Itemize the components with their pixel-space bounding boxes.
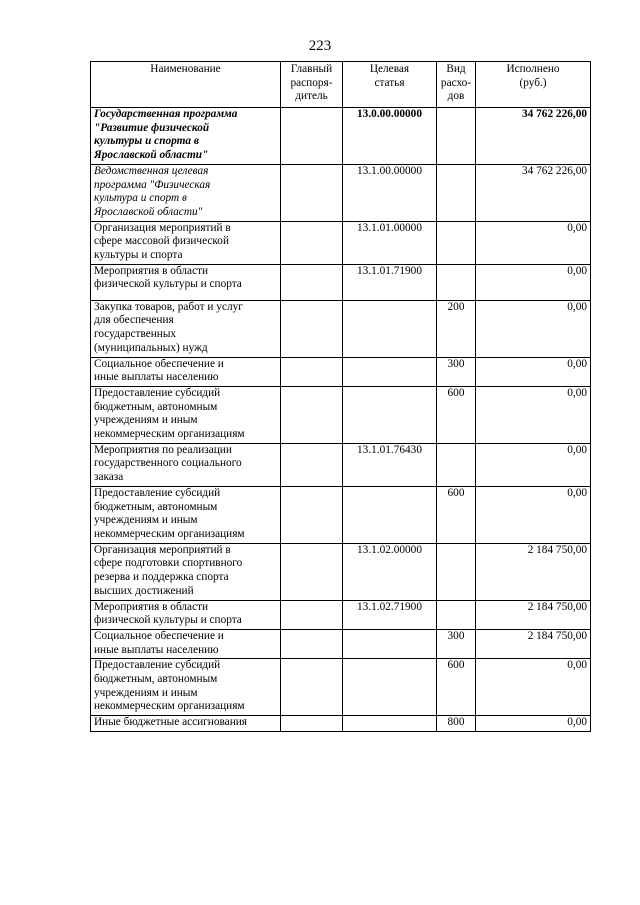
row-target [343,716,437,732]
row-name: Предоставление субсидий бюджетным, автономным учреждениям и иным некоммерческим организациям [91,386,281,443]
table-row [91,164,591,221]
row-target [343,659,437,716]
table-row [91,264,591,300]
row-expense-type: 200 [437,300,476,357]
table-row [91,716,591,732]
row-administrator [281,629,343,658]
row-name: Предоставление субсидий бюджетным, автономным учреждениям и иным некоммерческим организациям [91,486,281,543]
row-executed: 2 184 750,00 [476,600,591,629]
row-target: 13.1.01.76430 [343,443,437,486]
header-target-article: Целевая статья [343,62,437,108]
row-administrator [281,659,343,716]
row-name: Предоставление субсидий бюджетным, автономным учреждениям и иным некоммерческим организациям [91,659,281,716]
row-administrator [281,543,343,600]
row-executed: 0,00 [476,659,591,716]
row-expense-type: 800 [437,716,476,732]
row-name: Закупка товаров, работ и услуг для обеспечения государственных (муниципальных) нужд [91,300,281,357]
row-administrator [281,486,343,543]
row-target [343,300,437,357]
row-administrator [281,600,343,629]
row-administrator [281,386,343,443]
row-name: Организация мероприятий в сфере подготовки спортивного резерва и поддержка спорта высших достижений [91,543,281,600]
row-expense-type: 300 [437,357,476,386]
table-row [91,543,591,600]
table-row [91,629,591,658]
row-target [343,357,437,386]
row-target [343,486,437,543]
row-administrator [281,300,343,357]
row-target: 13.0.00.00000 [343,108,437,165]
row-name: Мероприятия по реализации государственного социального заказа [91,443,281,486]
row-executed: 0,00 [476,443,591,486]
row-target [343,629,437,658]
row-executed: 0,00 [476,716,591,732]
table-row [91,386,591,443]
row-name: Мероприятия в области физической культуры и спорта [91,600,281,629]
row-expense-type: 600 [437,486,476,543]
row-target: 13.1.01.71900 [343,264,437,300]
row-target: 13.1.02.71900 [343,600,437,629]
table-row [91,486,591,543]
row-expense-type [437,164,476,221]
table-row [91,221,591,264]
header-executed: Исполнено (руб.) [476,62,591,108]
page-number: 223 [308,38,332,54]
row-expense-type [437,543,476,600]
table-row [91,300,591,357]
header-name: Наименование [91,62,281,108]
row-expense-type: 300 [437,629,476,658]
row-name: Мероприятия в области физической культуры и спорта [91,264,281,300]
row-target: 13.1.01.00000 [343,221,437,264]
row-name: Иные бюджетные ассигнования [91,716,281,732]
row-administrator [281,716,343,732]
table-row [91,108,591,165]
row-executed: 0,00 [476,357,591,386]
row-name: Социальное обеспечение и иные выплаты населению [91,357,281,386]
row-name: Государственная программа "Развитие физической культуры и спорта в Ярославской области" [91,108,281,165]
row-administrator [281,357,343,386]
row-executed: 34 762 226,00 [476,108,591,165]
row-target: 13.1.02.00000 [343,543,437,600]
table-row [91,443,591,486]
row-executed: 0,00 [476,386,591,443]
row-administrator [281,108,343,165]
table-header-row [91,62,591,108]
table-row [91,600,591,629]
row-name: Ведомственная целевая программа "Физическая культура и спорт в Ярославской области" [91,164,281,221]
header-administrator: Главный распоря- дитель [281,62,343,108]
table-row [91,659,591,716]
row-administrator [281,164,343,221]
row-target [343,386,437,443]
row-expense-type [437,108,476,165]
row-expense-type [437,443,476,486]
row-administrator [281,264,343,300]
row-expense-type [437,264,476,300]
row-target: 13.1.00.00000 [343,164,437,221]
row-name: Социальное обеспечение и иные выплаты населению [91,629,281,658]
row-executed: 0,00 [476,300,591,357]
budget-execution-table [90,61,591,732]
table-row [91,357,591,386]
row-executed: 2 184 750,00 [476,543,591,600]
row-executed: 0,00 [476,486,591,543]
row-administrator [281,221,343,264]
header-expense-type: Вид расхо- дов [437,62,476,108]
row-executed: 2 184 750,00 [476,629,591,658]
row-expense-type [437,221,476,264]
row-expense-type: 600 [437,659,476,716]
row-name: Организация мероприятий в сфере массовой физической культуры и спорта [91,221,281,264]
row-executed: 34 762 226,00 [476,164,591,221]
row-expense-type [437,600,476,629]
row-executed: 0,00 [476,264,591,300]
row-expense-type: 600 [437,386,476,443]
row-executed: 0,00 [476,221,591,264]
row-administrator [281,443,343,486]
